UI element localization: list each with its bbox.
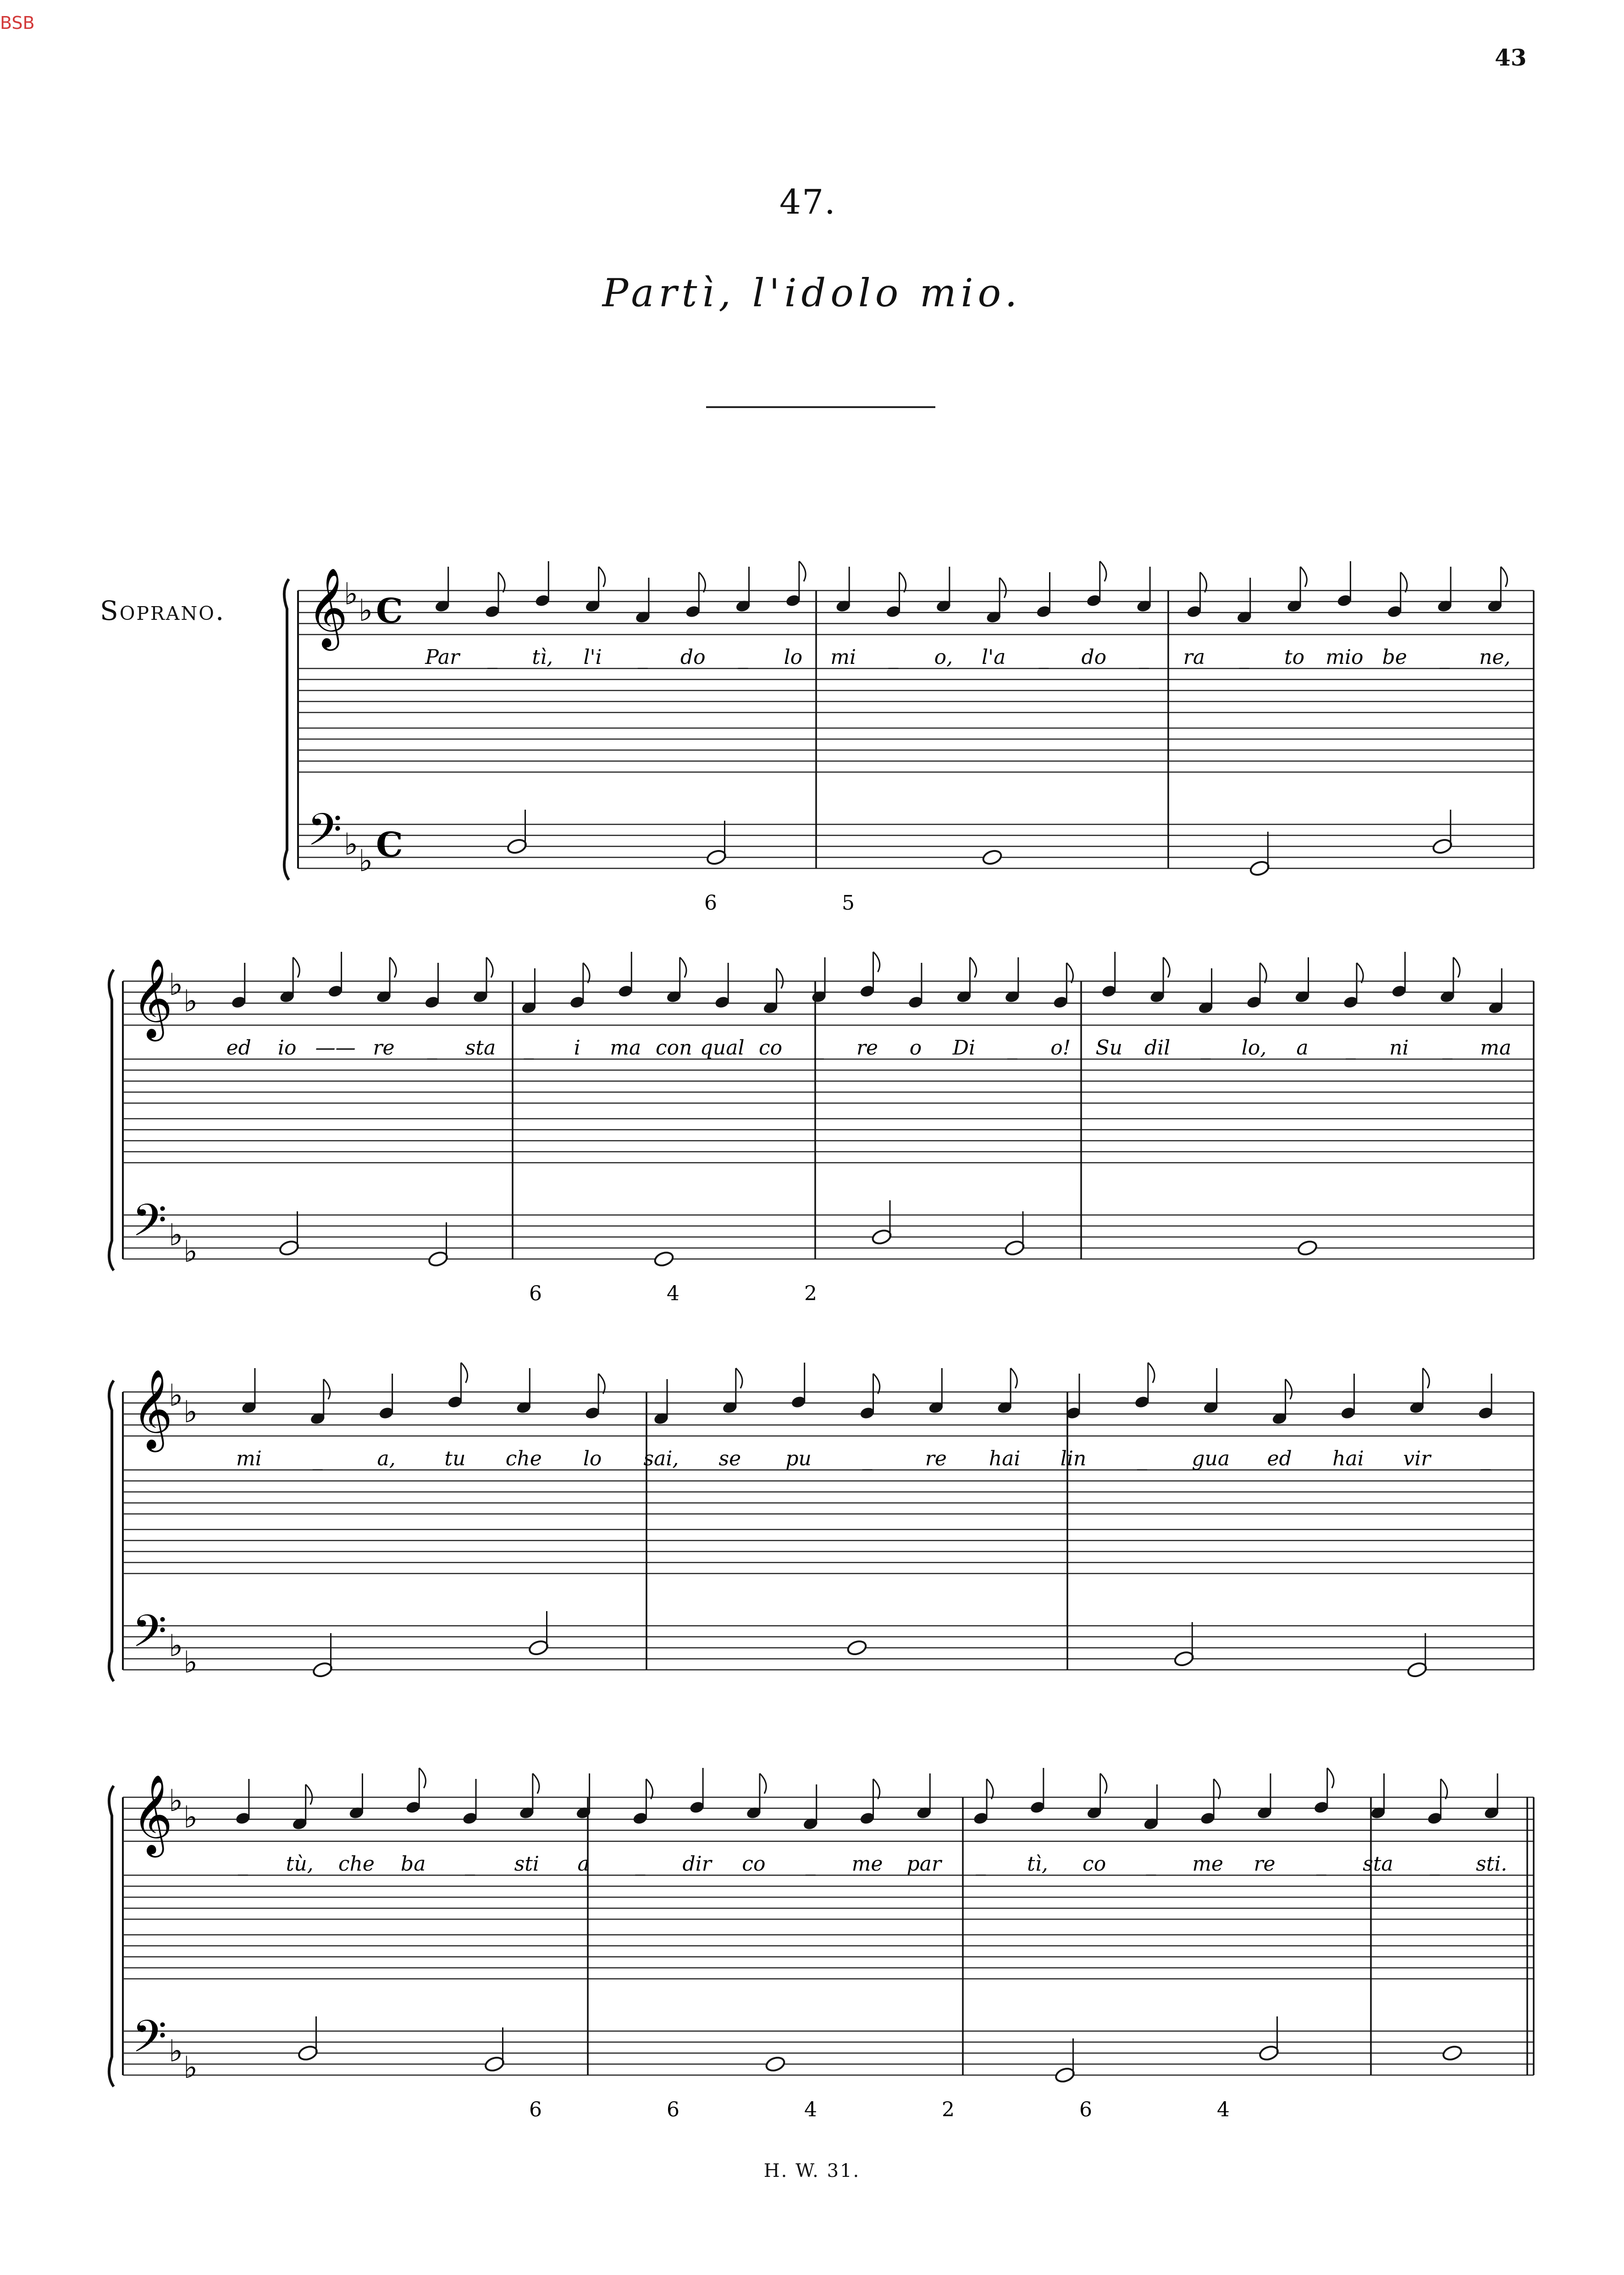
lyric-syllable: dil (1144, 1036, 1171, 1060)
note-flag (486, 957, 493, 977)
lyric-syllable: re (856, 1036, 878, 1060)
lyric-syllable: me (1192, 1852, 1224, 1876)
lyric-syllable: re (925, 1447, 947, 1470)
figured-bass-numeral: 4 (1217, 2098, 1230, 2121)
note-flag (699, 572, 705, 592)
lyric-syllable: _ (976, 1852, 986, 1876)
lyric-syllable: co (1083, 1852, 1106, 1876)
voice-label-soprano: Soprano. (100, 595, 226, 626)
lyric-syllable: sti. (1475, 1852, 1508, 1876)
figured-bass-numeral: 6 (704, 891, 717, 915)
lyric-syllable: _ (427, 1036, 437, 1060)
lyric-syllable: sta (465, 1036, 496, 1060)
figured-bass-numeral: 4 (667, 1282, 679, 1305)
lyric-syllable: lo (583, 1447, 602, 1470)
note-flag (799, 561, 806, 581)
note-flag (1148, 1363, 1154, 1383)
bass-staff (123, 1215, 1534, 1259)
lyric-syllable: hai (989, 1447, 1021, 1470)
lyric-syllable: be (1382, 646, 1407, 669)
system-brace (109, 970, 114, 1270)
piece-number: 47. (779, 182, 836, 222)
lyric-syllable: a (1296, 1036, 1309, 1060)
note-flag (646, 1779, 652, 1799)
lyric-syllable: _ (524, 1036, 534, 1060)
empty-staff (123, 1530, 1534, 1574)
lyric-syllable: a (577, 1852, 590, 1876)
lyric-syllable: _ (1139, 646, 1149, 669)
lyric-syllable: _ (1146, 1852, 1156, 1876)
empty-staff (123, 1059, 1534, 1103)
note-flag (1100, 1773, 1107, 1794)
lyric-syllable: ma (1480, 1036, 1512, 1060)
bass-note (653, 1250, 674, 1268)
library-mark: BSB (0, 13, 35, 33)
score-system (109, 952, 1534, 1305)
bass-staff (123, 1626, 1534, 1670)
lyric-syllable: lo (784, 646, 803, 669)
lyric-syllable: lo, (1241, 1036, 1267, 1060)
lyric-syllable: re (373, 1036, 395, 1060)
treble-clef-icon: 𝄞 (307, 568, 348, 647)
bass-clef-icon: 𝄢 (132, 1605, 167, 1668)
lyric-syllable: _ (1316, 1852, 1326, 1876)
note-flag (680, 957, 686, 977)
system-brace (109, 1380, 114, 1681)
lyric-syllable: —— (315, 1036, 356, 1060)
lyric-syllable: me (851, 1852, 883, 1876)
bass-note (1407, 1661, 1428, 1679)
figured-bass-numeral: 2 (804, 1282, 817, 1305)
lyric-syllable: a, (377, 1447, 396, 1470)
note-flag (873, 1374, 880, 1394)
lyric-syllable: _ (1440, 646, 1450, 669)
figured-bass-numeral: 6 (529, 1282, 542, 1305)
lyric-syllable: ne, (1479, 646, 1511, 669)
note-flag (293, 957, 299, 977)
system-brace (109, 1786, 114, 2087)
treble-clef-icon: 𝄞 (132, 958, 173, 1038)
lyric-syllable: co (742, 1852, 766, 1876)
lyric-syllable: _ (738, 646, 748, 669)
bass-note (982, 849, 1003, 866)
bass-clef-icon: 𝄢 (132, 1194, 167, 1257)
lyric-syllable: mi (830, 646, 856, 669)
lyric-syllable: mio (1326, 646, 1364, 669)
bass-note (1432, 838, 1453, 855)
flat-sign-icon: ♭ (344, 827, 359, 862)
treble-staff (123, 1392, 1534, 1436)
note-flag (873, 952, 880, 972)
bass-note (312, 1661, 333, 1679)
lyric-syllable: l'a (981, 646, 1006, 669)
flat-sign-icon: ♭ (183, 2050, 198, 2085)
lyric-syllable: hai (1332, 1447, 1364, 1470)
lyric-syllable: _ (487, 646, 497, 669)
lyric-syllable: l'i (583, 646, 602, 669)
bass-note (1249, 860, 1270, 877)
empty-staff (123, 1935, 1534, 1979)
empty-staff (123, 1875, 1534, 1919)
flat-sign-icon: ♭ (169, 1217, 183, 1253)
note-flag (1066, 963, 1073, 983)
lyric-syllable: tu (444, 1447, 466, 1470)
lyric-syllable: _ (862, 1447, 873, 1470)
lyric-syllable: _ (1137, 1447, 1147, 1470)
lyric-syllable: _ (1239, 646, 1249, 669)
figured-bass-numeral: 4 (804, 2098, 817, 2121)
bass-note (484, 2055, 505, 2073)
flat-sign-icon: ♭ (344, 576, 359, 612)
empty-staff (298, 668, 1534, 712)
bass-note (1173, 1650, 1194, 1668)
bass-note (846, 1639, 867, 1657)
lyric-syllable: ed (1267, 1447, 1292, 1470)
note-flag (1327, 1768, 1334, 1788)
empty-staff (123, 1470, 1534, 1514)
note-flag (1214, 1779, 1220, 1799)
bass-note (1258, 2044, 1279, 2062)
note-flag (1423, 1368, 1429, 1388)
treble-clef-icon: 𝄞 (132, 1369, 173, 1449)
note-flag (736, 1368, 742, 1388)
note-flag (760, 1773, 766, 1794)
note-flag (533, 1773, 539, 1794)
note-flag (1286, 1379, 1292, 1399)
figured-bass-numeral: 6 (1079, 2098, 1092, 2121)
lyric-syllable: o (909, 1036, 922, 1060)
flat-sign-icon: ♭ (169, 1783, 183, 1818)
lyric-syllable: tì, (1027, 1852, 1048, 1876)
lyric-syllable: par (906, 1852, 942, 1876)
bass-clef-icon: 𝄢 (307, 803, 342, 867)
score-system (109, 1363, 1534, 1681)
lyric-syllable: io (277, 1036, 297, 1060)
lyric-syllable: _ (1442, 1036, 1453, 1060)
lyric-syllable: Par (425, 646, 460, 669)
bass-note (278, 1239, 299, 1257)
note-flag (1441, 1779, 1447, 1799)
flat-sign-icon: ♭ (169, 1378, 183, 1413)
lyric-syllable: do (680, 646, 706, 669)
note-flag (1163, 957, 1170, 977)
lyric-syllable: o! (1050, 1036, 1071, 1060)
note-flag (324, 1379, 330, 1399)
lyric-syllable: ba (401, 1852, 426, 1876)
bass-note (506, 838, 527, 855)
lyric-syllable: Di (952, 1036, 976, 1060)
bass-note (427, 1250, 448, 1268)
lyric-syllable: ma (610, 1036, 641, 1060)
lyric-syllable: _ (1430, 1852, 1440, 1876)
footer-plate-code: H. W. 31. (763, 2160, 861, 2181)
lyric-syllable: _ (814, 1036, 824, 1060)
note-flag (461, 1363, 467, 1383)
bass-note (297, 2044, 318, 2062)
lyric-syllable: re (1254, 1852, 1276, 1876)
lyric-syllable: _ (1200, 1036, 1211, 1060)
note-flag (987, 1779, 993, 1799)
flat-sign-icon: ♭ (359, 843, 373, 878)
flat-sign-icon: ♭ (359, 593, 373, 628)
note-flag (1000, 578, 1006, 598)
note-flag (777, 968, 783, 988)
note-flag (390, 957, 396, 977)
note-flag (1100, 561, 1106, 581)
note-flag (1357, 963, 1363, 983)
note-flag (1200, 572, 1206, 592)
lyric-syllable: ni (1389, 1036, 1409, 1060)
common-time-icon: C (376, 591, 403, 631)
lyric-syllable: mi (236, 1447, 262, 1470)
treble-clef-icon: 𝄞 (132, 1774, 173, 1854)
score-system (284, 561, 1534, 915)
flat-sign-icon: ♭ (169, 967, 183, 1002)
note-flag (599, 567, 605, 587)
bass-note (871, 1228, 892, 1246)
flat-sign-icon: ♭ (169, 1628, 183, 1663)
lyric-syllable: dir (682, 1852, 712, 1876)
lyric-syllable: _ (1038, 646, 1049, 669)
lyric-syllable: _ (805, 1852, 816, 1876)
lyric-syllable: se (718, 1447, 741, 1470)
lyric-syllable: che (338, 1852, 375, 1876)
note-flag (419, 1768, 425, 1788)
flat-sign-icon: ♭ (183, 1800, 198, 1835)
note-flag (1300, 567, 1307, 587)
lyric-syllable: tù, (286, 1852, 314, 1876)
lyric-syllable: pu (785, 1447, 812, 1470)
score-system (109, 1768, 1534, 2121)
bass-note (528, 1639, 549, 1657)
empty-staff (298, 728, 1534, 772)
bass-note (1442, 2044, 1463, 2062)
note-flag (306, 1784, 312, 1805)
bass-clef-icon: 𝄢 (132, 2010, 167, 2073)
lyric-syllable: co (759, 1036, 783, 1060)
lyric-syllable: o, (934, 646, 953, 669)
common-time-icon: C (376, 825, 403, 865)
flat-sign-icon: ♭ (183, 1234, 198, 1269)
lyric-syllable: gua (1192, 1447, 1230, 1470)
lyric-syllable: sai, (643, 1447, 679, 1470)
flat-sign-icon: ♭ (183, 1394, 198, 1430)
lyric-syllable: _ (888, 646, 899, 669)
lyric-syllable: con (655, 1036, 692, 1060)
lyric-syllable: Su (1095, 1036, 1122, 1060)
lyric-syllable: _ (312, 1447, 323, 1470)
lyric-syllable: _ (1007, 1036, 1017, 1060)
bass-staff (123, 2031, 1534, 2075)
lyric-syllable: lin (1060, 1447, 1087, 1470)
lyric-syllable: che (505, 1447, 542, 1470)
lyric-syllable: sti (514, 1852, 539, 1876)
note-flag (1011, 1368, 1017, 1388)
note-flag (900, 572, 906, 592)
bass-note (1004, 1239, 1025, 1257)
bass-note (706, 849, 727, 866)
page-number: 43 (1495, 44, 1527, 71)
figured-bass-numeral: 5 (842, 891, 855, 915)
lyric-syllable: tì, (532, 646, 553, 669)
figured-bass-numeral: 6 (529, 2098, 542, 2121)
note-flag (1401, 572, 1407, 592)
lyric-syllable: _ (637, 646, 648, 669)
lyric-syllable: sta (1363, 1852, 1393, 1876)
lyric-syllable: ed (226, 1036, 251, 1060)
note-flag (1260, 963, 1266, 983)
note-flag (583, 963, 590, 983)
empty-staff (123, 1119, 1534, 1163)
lyric-syllable: _ (238, 1852, 248, 1876)
lyric-syllable: to (1284, 646, 1305, 669)
lyric-syllable: _ (1345, 1036, 1356, 1060)
piece-title: Partì, l'idolo mio. (602, 271, 1022, 315)
lyric-syllable: _ (1480, 1447, 1491, 1470)
note-flag (970, 957, 976, 977)
lyric-syllable: i (574, 1036, 580, 1060)
lyric-syllable: do (1081, 646, 1107, 669)
system-brace (284, 579, 289, 880)
flat-sign-icon: ♭ (183, 983, 198, 1019)
note-flag (1453, 957, 1460, 977)
bass-note (1054, 2066, 1075, 2084)
note-flag (598, 1374, 605, 1394)
flat-sign-icon: ♭ (183, 1645, 198, 1680)
lyric-syllable: vir (1403, 1447, 1431, 1470)
bass-note (765, 2055, 786, 2073)
bass-staff (298, 824, 1534, 868)
figured-bass-numeral: 6 (667, 2098, 679, 2121)
lyric-syllable: ra (1183, 646, 1205, 669)
bass-note (1297, 1239, 1318, 1257)
note-flag (1501, 567, 1507, 587)
figured-bass-numeral: 2 (942, 2098, 955, 2121)
flat-sign-icon: ♭ (169, 2033, 183, 2069)
lyric-syllable: _ (465, 1852, 475, 1876)
lyric-syllable: qual (700, 1036, 745, 1060)
lyric-syllable: _ (635, 1852, 646, 1876)
note-flag (873, 1779, 880, 1799)
note-flag (498, 572, 505, 592)
